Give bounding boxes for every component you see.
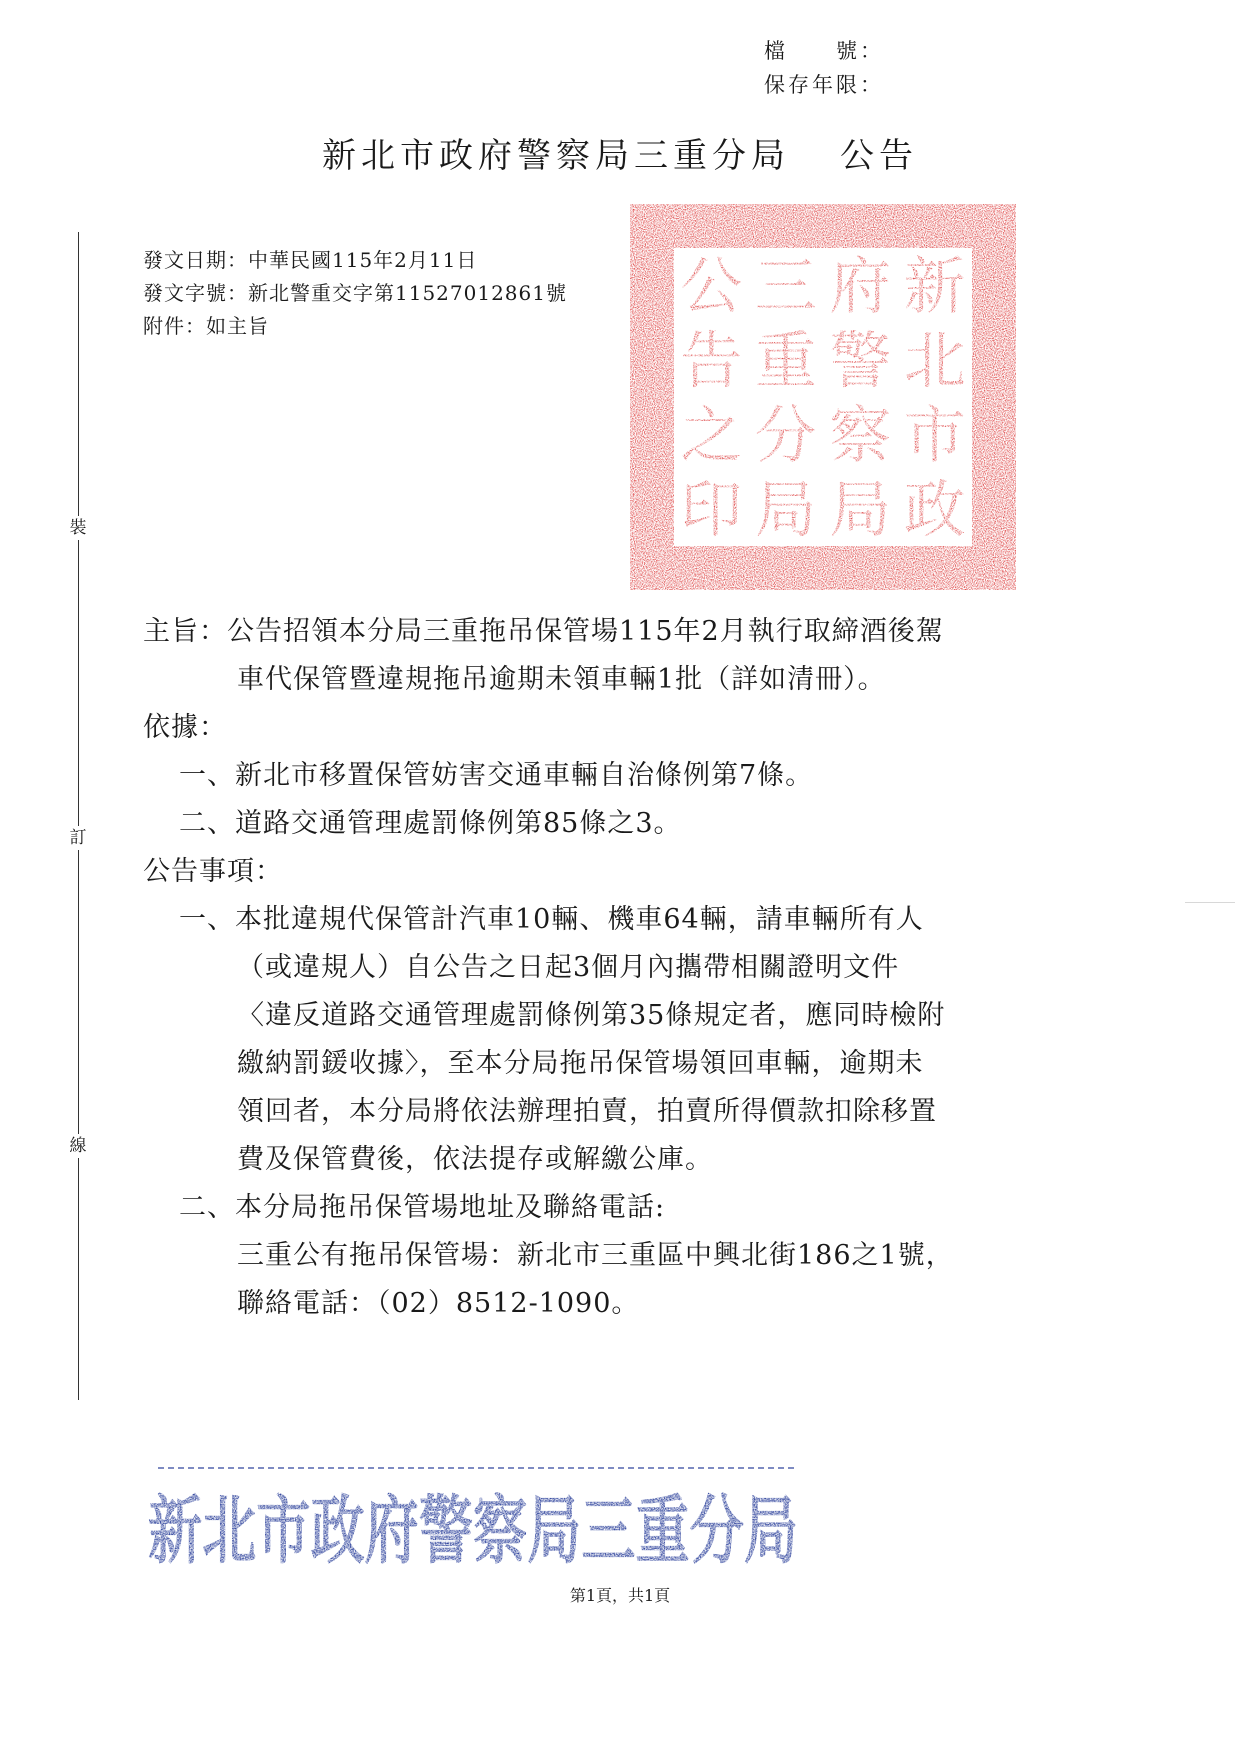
reference-number-value: 新北警重交字第11527012861號 [248, 281, 567, 305]
issue-date-row [143, 244, 567, 277]
seal-glyph: 新 [903, 249, 966, 323]
binding-mark-xian: 線 [69, 1136, 87, 1156]
notice-item-number: 一、 [179, 904, 235, 935]
svg-text:新北市政府警察局三重分局: 新北市政府警察局三重分局 [148, 1488, 798, 1574]
blue-agency-stamp [138, 1462, 808, 1577]
seal-glyph: 市 [903, 398, 966, 472]
seal-glyph: 察 [829, 398, 892, 472]
seal-glyph: 警 [829, 323, 892, 397]
seal-glyph: 北 [903, 323, 966, 397]
notice-item-1-line-3: 〈違反道路交通管理處罰條例第35條規定者，應同時檢附 [237, 1000, 946, 1031]
reference-number-label: 發文字號： [143, 281, 248, 305]
attachment-label: 附件： [143, 314, 206, 338]
basis-item-text: 道路交通管理處罰條例第85條之3。 [235, 808, 682, 839]
scan-edge-mark [1185, 902, 1235, 903]
basis-label: 依據： [143, 712, 227, 743]
seal-glyph: 告 [680, 323, 743, 397]
page-footer: 第1頁，共1頁 [569, 1586, 671, 1605]
official-red-seal [630, 204, 1016, 590]
subject-row [143, 608, 1043, 656]
title-doc-type: 公告 [840, 136, 918, 176]
binding-mark-zhuang: 裝 [69, 518, 87, 538]
reference-number-row [143, 277, 567, 310]
page-title [0, 128, 1240, 177]
notice-item-2-line-3: 聯絡電話：（02）8512-1090。 [237, 1288, 640, 1319]
basis-item-text: 新北市移置保管妨害交通車輛自治條例第7條。 [235, 760, 814, 791]
notice-items-label: 公告事項： [143, 856, 283, 887]
attachment-value: 如主旨 [206, 314, 269, 338]
retention-period-label: 保存年限： [764, 73, 884, 97]
notice-item-1-line-1: 本批違規代保管計汽車10輛、機車64輛，請車輛所有人 [235, 904, 924, 935]
binding-mark-ding: 訂 [69, 828, 87, 848]
seal-glyph: 局 [754, 472, 817, 546]
seal-glyph: 重 [754, 323, 817, 397]
seal-graphic [630, 204, 1016, 590]
archive-number-label: 檔 號： [764, 39, 884, 63]
notice-item-2-line-2: 三重公有拖吊保管場：新北市三重區中興北街186之1號， [237, 1240, 954, 1271]
attachment-row [143, 310, 567, 343]
issue-date-label: 發文日期： [143, 248, 248, 272]
notice-item-1-line-6: 費及保管費後，依法提存或解繳公庫。 [237, 1144, 713, 1175]
announcement-body [143, 608, 1043, 1328]
basis-item-1 [143, 752, 1043, 800]
notice-item-number: 二、 [179, 1192, 235, 1223]
basis-item-number: 一、 [179, 760, 235, 791]
issue-date-value: 中華民國115年2月11日 [248, 248, 478, 272]
subject-continuation: 車代保管暨違規拖吊逾期未領車輛1批（詳如清冊）。 [237, 664, 886, 695]
notice-item-1 [143, 896, 1043, 944]
notice-item-1-line-2: （或違規人）自公告之日起3個月內攜帶相關證明文件 [237, 952, 900, 983]
binding-line [78, 232, 79, 1400]
seal-glyph: 印 [680, 472, 743, 546]
basis-item-number: 二、 [179, 808, 235, 839]
blue-stamp-graphic [138, 1462, 808, 1577]
title-agency: 新北市政府警察局三重分局 [322, 136, 790, 176]
document-meta [143, 244, 567, 343]
notice-item-2 [143, 1184, 1043, 1232]
file-meta [764, 34, 884, 102]
seal-glyph: 政 [903, 472, 966, 546]
seal-glyph: 公 [680, 249, 743, 323]
notice-item-1-line-5: 領回者，本分局將依法辦理拍賣，拍賣所得價款扣除移置 [237, 1096, 937, 1127]
seal-glyph: 之 [680, 398, 743, 472]
notice-item-1-line-4: 繳納罰鍰收據〉，至本分局拖吊保管場領回車輛，逾期未 [237, 1048, 924, 1079]
seal-glyph: 三 [754, 249, 817, 323]
seal-glyph: 分 [754, 398, 817, 472]
seal-glyph: 局 [829, 472, 892, 546]
basis-item-2 [143, 800, 1043, 848]
subject-label: 主旨： [143, 616, 227, 647]
seal-glyph: 府 [829, 249, 892, 323]
subject-line-1: 公告招領本分局三重拖吊保管場115年2月執行取締酒後駕 [227, 616, 944, 647]
notice-item-2-line-1: 本分局拖吊保管場地址及聯絡電話: [235, 1192, 666, 1223]
